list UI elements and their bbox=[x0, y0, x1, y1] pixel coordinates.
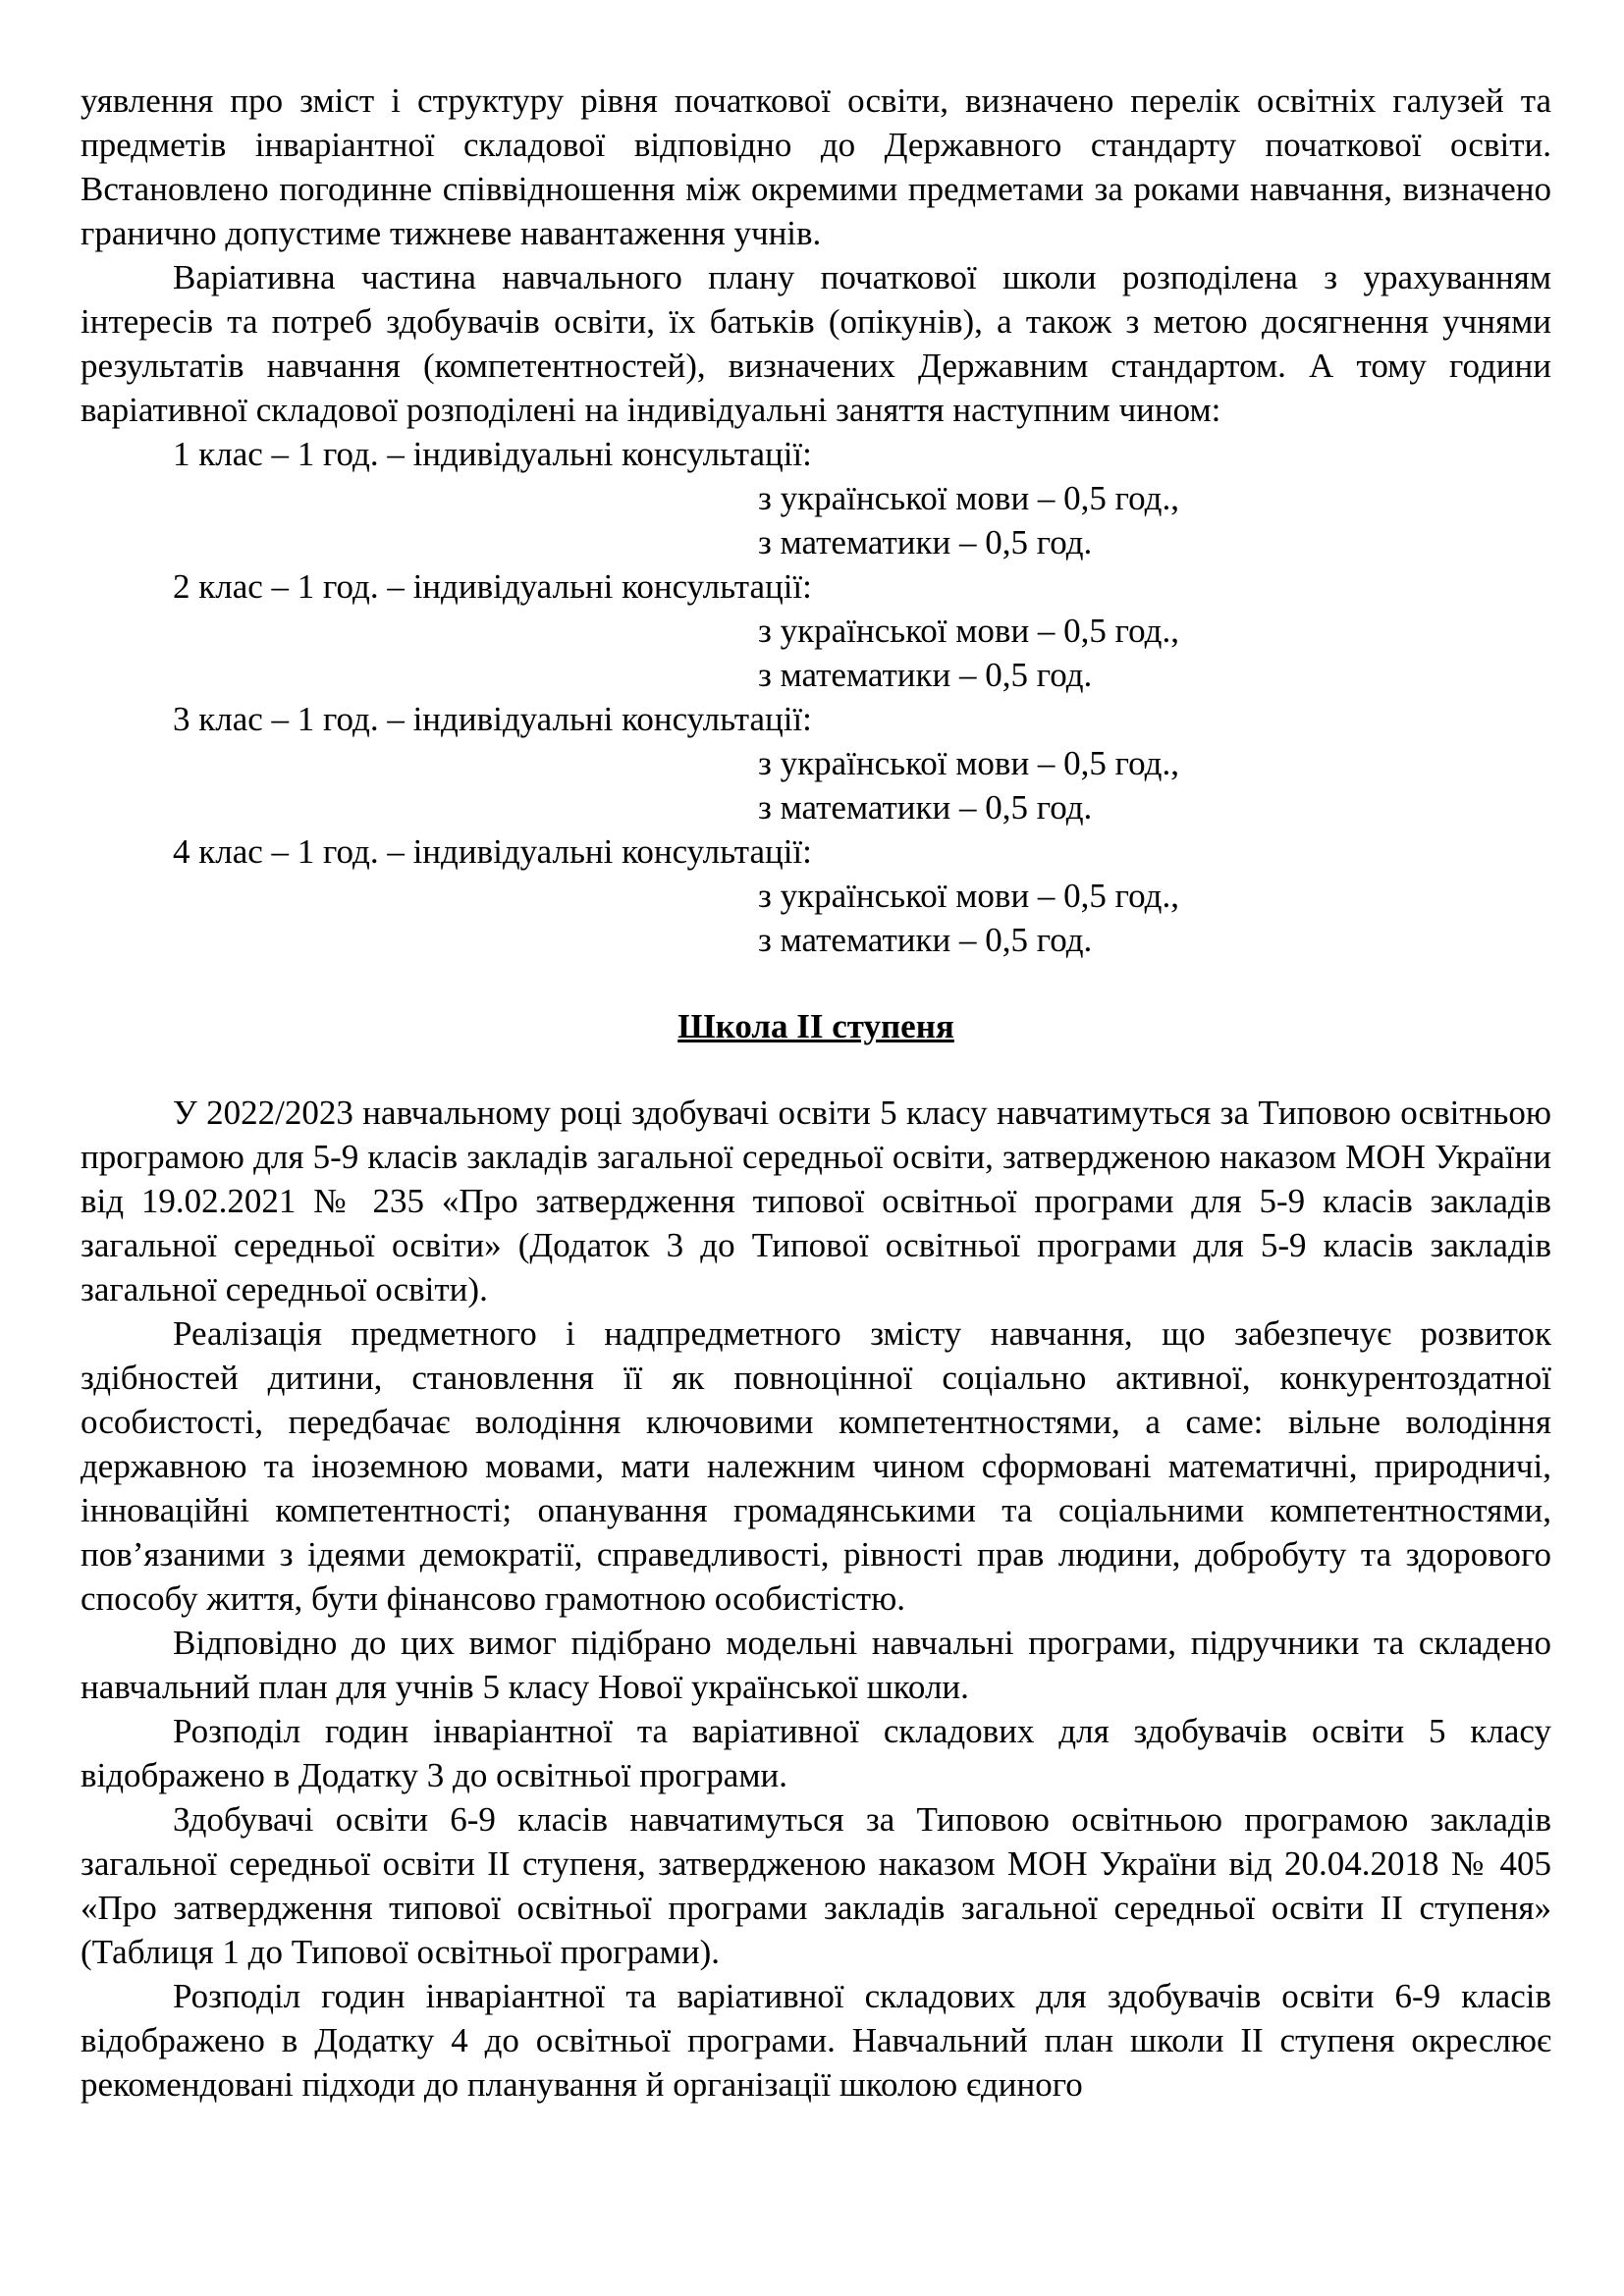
paragraph-realization: Реалізація предметного і надпредметного змісту навчання, що забезпечує розвиток здібностей дитини, становлення її як повноцінної соціально активної, конкурентоздатної особистості, передбачає володіння ключовими компетентностями, а саме: вільне володіння державною та іноземною мовами, мати належним чином сформовані математичні, природничі, інноваційні компетентності; опанування громадянськими та соціальними компетентностями, пов’язаними з ідеями демократії, справедливості, рівності прав людини, добробуту та здорового способу життя, бути фінансово грамотною особистістю. bbox=[81, 1314, 1551, 1618]
class-consultation-item bbox=[81, 564, 1551, 697]
consultation-math: з математики – 0,5 год. bbox=[758, 921, 1093, 959]
paragraph-grade5-program: У 2022/2023 навчальному році здобувачі освіти 5 класу навчатимуться за Типовою освітньою програмою для 5-9 класів закладів загальної середньої освіти, затвердженою наказом МОН України від 19.02.2021 № 235 «Про затвердження типової освітньої програми для 5-9 класів закладів загальної середньої освіти» (Додаток 3 до Типової освітньої програми для 5-9 класів закладів загальної середньої освіти). bbox=[81, 1094, 1551, 1308]
class-consultation-line: 2 клас – 1 год. – індивідуальні консультації: bbox=[173, 567, 812, 606]
consultation-ukrainian: з української мови – 0,5 год., bbox=[758, 479, 1179, 517]
section-heading: Школа ІІ ступеня bbox=[677, 1007, 954, 1045]
class-consultation-item bbox=[81, 697, 1551, 829]
consultation-math: з математики – 0,5 год. bbox=[758, 788, 1093, 827]
paragraph-models: Відповідно до цих вимог підібрано модельні навчальні програми, підручники та складено навчальний план для учнів 5 класу Нової української школи. bbox=[81, 1624, 1551, 1706]
consultation-ukrainian: з української мови – 0,5 год., bbox=[758, 877, 1179, 915]
consultation-math: з математики – 0,5 год. bbox=[758, 656, 1093, 694]
consultation-math: з математики – 0,5 год. bbox=[758, 523, 1093, 561]
consultation-ukrainian: з української мови – 0,5 год., bbox=[758, 744, 1179, 782]
consultation-ukrainian: з української мови – 0,5 год., bbox=[758, 612, 1179, 650]
paragraph-distribution-grade5: Розподіл годин інваріантної та варіативної складових для здобувачів освіти 5 класу відображено в Додатку 3 до освітньої програми. bbox=[81, 1712, 1551, 1794]
paragraph-variative: Варіативна частина навчального плану початкової школи розподілена з урахуванням інтересів та потреб здобувачів освіти, їх батьків (опікунів), а також з метою досягнення учнями результатів навчання (компетентностей), визначених Державним стандартом. А тому години варіативної складової розподілені на індивідуальні заняття наступним чином: bbox=[81, 258, 1551, 429]
class-consultation-line: 3 клас – 1 год. – індивідуальні консультації: bbox=[173, 700, 812, 738]
paragraph-intro: уявлення про зміст і структуру рівня початкової освіти, визначено перелік освітніх галузей та предметів інваріантної складової відповідно до Державного стандарту початкової освіти. Встановлено погодинне співвідношення між окремими предметами за роками навчання, визначено гранично допустиме тижневе навантаження учнів. bbox=[81, 81, 1551, 252]
paragraph-distribution-grades-6-9: Розподіл годин інваріантної та варіативної складових для здобувачів освіти 6-9 класів відображено в Додатку 4 до освітньої програми. Навчальний план школи ІІ ступеня окреслює рекомендовані підходи до планування й організації школою єдиного bbox=[81, 1977, 1551, 2104]
class-consultation-item bbox=[81, 432, 1551, 564]
document-body bbox=[81, 79, 1551, 2107]
paragraph-grades-6-9: Здобувачі освіти 6-9 класів навчатимуться за Типовою освітньою програмою закладів загальної середньої освіти ІІ ступеня, затвердженою наказом МОН України від 20.04.2018 № 405 «Про затвердження типової освітньої програми закладів загальної середньої освіти ІІ ступеня» (Таблиця 1 до Типової освітньої програми). bbox=[81, 1800, 1551, 1971]
class-consultation-item bbox=[81, 829, 1551, 962]
class-consultation-list bbox=[81, 432, 1551, 962]
class-consultation-line: 4 клас – 1 год. – індивідуальні консультації: bbox=[173, 832, 812, 871]
class-consultation-line: 1 клас – 1 год. – індивідуальні консультації: bbox=[173, 435, 812, 473]
